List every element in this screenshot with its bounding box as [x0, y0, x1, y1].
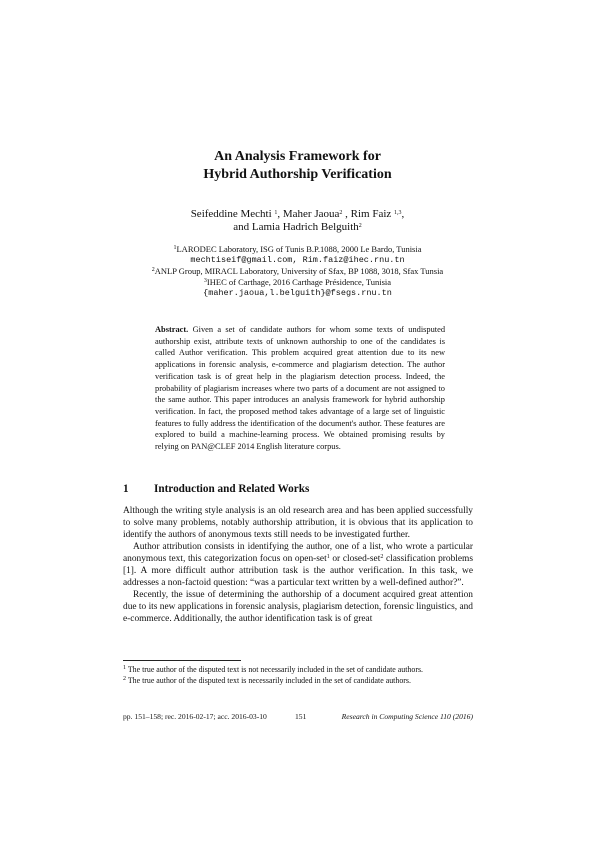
author-affiliation-mark: 2 — [358, 223, 362, 229]
section-title: Introduction and Related Works — [154, 483, 310, 495]
paragraph: Recently, the issue of determining the authorship of a document acquired great attention due to its new applications in forensic analysis, plagiarism detection, forensic linguistics, and e-commerce. Additionally, the author identification task is of great — [123, 590, 473, 624]
affiliations — [0, 244, 595, 299]
author-affiliation-mark: 1,3 — [394, 210, 402, 216]
paragraph: Although the writing style analysis is an old research area and has been applied successfully to solve many problems, notably authorship attribution, it is obvious that its application to identify the authors of anonymous texts still needs to be investigated further. — [123, 506, 473, 540]
affiliation-mark: 3 — [203, 278, 207, 284]
footnotes — [123, 664, 473, 686]
author-affiliation-mark: 1 — [274, 210, 278, 216]
affiliation-email: mechtiseif@gmail.com, Rim.faiz@ihec.rnu.tn — [190, 255, 405, 265]
paragraph-text: classification problems [1]. A more difficult author attribution task is the author verification. In this task, we addresses a non-factoid question: “was a particular text written by a well-defined author?”. — [123, 554, 473, 588]
affiliation-text: IHEC of Carthage, 2016 Carthage Présidence, Tunisia — [206, 277, 392, 287]
page-footer — [123, 712, 473, 724]
footnote — [123, 675, 473, 686]
paragraph — [123, 541, 473, 589]
abstract — [155, 324, 445, 453]
authors-line-2 — [0, 221, 595, 234]
affiliation-mark: 2 — [151, 267, 155, 273]
affiliation-line — [0, 266, 595, 277]
footnote-divider — [123, 660, 241, 661]
footnote-ref: 1 — [326, 554, 330, 560]
author-name: and Lamia Hadrich Belguith — [233, 221, 359, 233]
authors-line-1 — [0, 208, 595, 221]
author-list — [0, 208, 595, 234]
affiliation-mark: 1 — [173, 245, 177, 251]
body-text — [123, 505, 473, 625]
affiliation-line — [0, 277, 595, 288]
affiliation-line — [0, 244, 595, 255]
section-number: 1 — [123, 483, 129, 495]
footnote-text: The true author of the disputed text is not necessarily included in the set of candidate authors. — [126, 665, 423, 674]
section-heading — [123, 483, 473, 495]
paragraph-text: or closed-set — [329, 554, 381, 564]
abstract-text: Given a set of candidate authors for whom some texts of undisputed authorship exist, attribute texts of unknown authorship to one of the candidates is called Author verification. This problem acquired great attention due to its new applications in forensic analysis, e-commerce and plagiarism detection. The author verification task is of great help in the plagiarism detection process. Indeed, the probability of plagiarism increases where two parts of a document are not assigned to the same author. This paper introduces an analysis framework for hybrid authorship verification. In fact, the proposed method takes advantage of a large set of linguistic features to fully address the identification of the document's author. These features are explored to build a machine-learning process. We obtained promising results by relying on PAN@CLEF 2014 English literature corpus. — [155, 325, 446, 452]
paragraph-text: Author attribution consists in identifying the author, one of a list, who wrote a particular anonymous text, this categorization focus on open-set — [123, 542, 473, 564]
affiliation-email: {maher.jaoua,l.belguith}@fsegs.rnu.tn — [203, 288, 392, 298]
title-line-1: An Analysis Framework for — [214, 149, 381, 164]
footer-publication-info: pp. 151–158; rec. 2016-02-17; acc. 2016-03-10 — [123, 712, 267, 721]
footnote-mark: 2 — [123, 676, 126, 682]
footnote-ref: 2 — [380, 554, 384, 560]
affiliation-text: ANLP Group, MIRACL Laboratory, University of Sfax, BP 1088, 3018, Sfax Tunsia — [154, 266, 444, 276]
footnote-mark: 1 — [123, 665, 126, 671]
footnote-text: The true author of the disputed text is necessarily included in the set of candidate authors. — [126, 676, 411, 685]
footnote — [123, 664, 473, 675]
author-name: , Maher Jaoua — [277, 208, 340, 220]
page-number: 151 — [295, 712, 307, 721]
author-name: Seifeddine Mechti — [190, 208, 272, 220]
affiliation-text: LARODEC Laboratory, ISG of Tunis B.P.1088, 2000 Le Bardo, Tunisia — [176, 244, 422, 254]
author-affiliation-mark: 2 — [339, 210, 343, 216]
author-separator: , — [401, 208, 405, 220]
author-name: , Rim Faiz — [342, 208, 392, 220]
title-line-2: Hybrid Authorship Verification — [203, 167, 392, 182]
abstract-label: Abstract. — [155, 325, 189, 334]
footer-journal: Research in Computing Science 110 (2016) — [341, 712, 473, 721]
paper-title — [0, 148, 595, 184]
